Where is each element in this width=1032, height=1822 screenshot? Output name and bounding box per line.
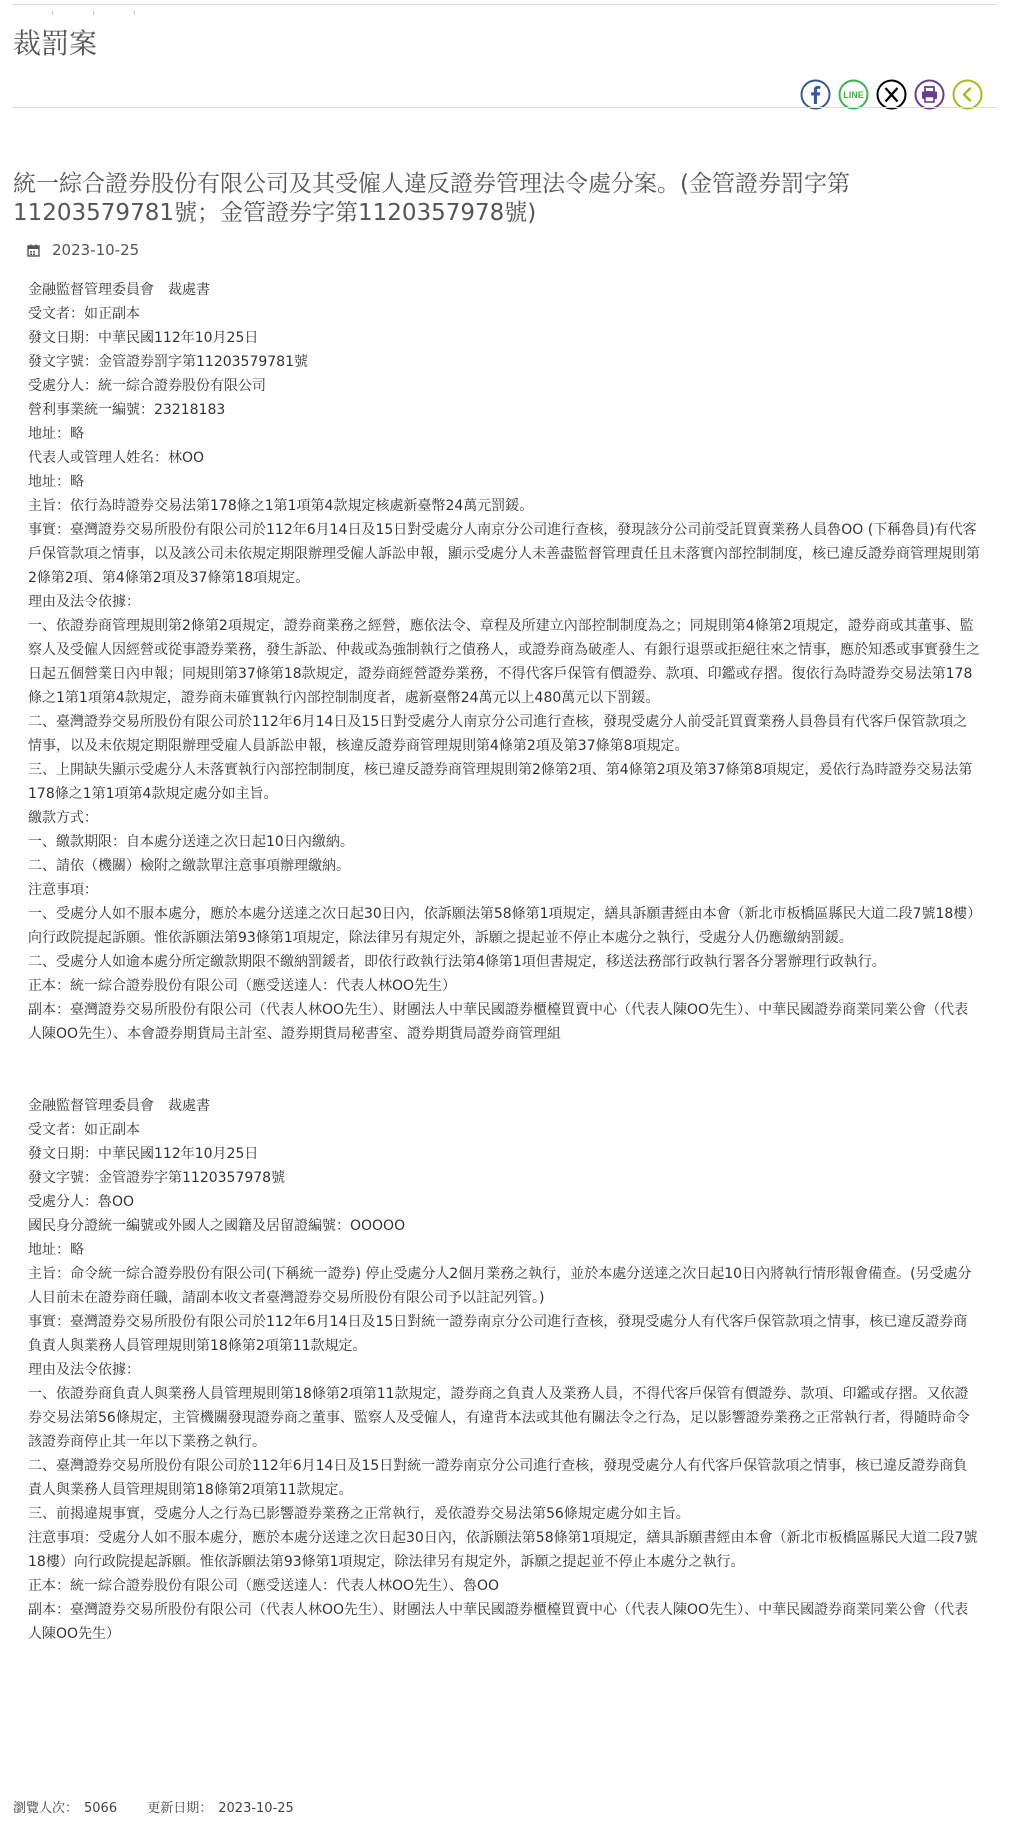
paragraph: 三、上開缺失顯示受處分人未落實執行內部控制制度，核已違反證券商管理規則第2條第2項、第4條第2項及第37條第8項規定，爰依行為時證券交易法第178條之1第1項第4款規定處分如主旨。 xyxy=(28,762,973,802)
document-spacer xyxy=(28,1046,980,1094)
paragraph: 理由及法令依據： xyxy=(28,1362,140,1378)
paragraph: 一、受處分人如不服本處分，應於本處分送達之次日起30日內，依訴願法第58條第1項規定，繕具訴願書經由本會（新北市板橋區縣民大道二段7號18樓）向行政院提起訴願。惟依訴願法第93條第1項規定，除法律另有規定外，訴願之提起並不停止本處分之執行，受處分人仍應繳納罰鍰。 xyxy=(28,906,975,946)
paragraph: 注意事項： xyxy=(28,882,98,898)
ruling-document-1 xyxy=(28,278,980,1046)
page-footer xyxy=(13,1797,320,1816)
paragraph: 受文者：如正副本 xyxy=(28,1122,140,1138)
paragraph: 受處分人：魯OO xyxy=(28,1194,135,1210)
paragraph: 正本：統一綜合證券股份有限公司（應受送達人：代表人林OO先生）、魯OO xyxy=(28,1578,500,1594)
title-divider xyxy=(12,107,997,108)
view-count-value: 5066 xyxy=(84,1801,118,1816)
paragraph: 地址：略 xyxy=(28,474,84,490)
line-icon-label: LINE xyxy=(843,90,864,100)
paragraph: 注意事項：受處分人如不服本處分，應於本處分送達之次日起30日內，依訴願法第58條第1項規定，繕具訴願書經由本會（新北市板橋區縣民大道二段7號18樓）向行政院提起訴願。惟依訴願法第93條第1項規定，除法律另有規定外，訴願之提起並不停止本處分之執行。 xyxy=(28,1530,978,1570)
paragraph: 副本：臺灣證券交易所股份有限公司（代表人林OO先生）、財團法人中華民國證券櫃檯買賣中心（代表人陳OO先生）、中華民國證券商業同業公會（代表人陳OO先生）、本會證券期貨局主計室、證券期貨局秘書室、證券期貨局證券商管理組 xyxy=(28,1002,969,1042)
x-icon xyxy=(876,79,907,110)
x-share-button[interactable] xyxy=(876,79,907,110)
view-count xyxy=(13,1801,117,1816)
paragraph: 一、依證券商管理規則第2條第2項規定，證券商業務之經營，應依法令、章程及所建立內部控制制度為之；同規則第4條第2項規定，證券商或其董事、監察人及受僱人因經營或從事證券業務，發生訴訟、仲裁或為強制執行之債務人，或證券商為破產人、有銀行退票或拒絕往來之情事，應於知悉或事實發生之日起五個營業日內申報；同規則第37條第18款規定，證券商經營證券業務，不得代客戶保管有價證券、款項、印鑑或存摺。復依行為時證券交易法第178條之1第1項第4款規定，證券商未確實執行內部控制制度者，處新臺幣24萬元以上480萬元以下罰鍰。 xyxy=(28,618,980,706)
print-button[interactable] xyxy=(914,79,945,110)
back-icon xyxy=(952,79,983,110)
view-count-label: 瀏覽人次： xyxy=(13,1801,79,1816)
paragraph: 金融監督管理委員會 裁處書 xyxy=(28,282,210,298)
paragraph: 地址：略 xyxy=(28,1242,84,1258)
top-tab-strip xyxy=(12,0,997,5)
paragraph: 二、臺灣證券交易所股份有限公司於112年6月14日及15日對統一證券南京分公司進行查核，發現受處分人有代客戶保管款項之情事，核已違反證券商負責人與業務人員管理規則第18條第2項第11款規定。 xyxy=(28,1458,968,1498)
paragraph: 地址：略 xyxy=(28,426,84,442)
article-body xyxy=(28,278,980,1646)
article-title: 統一綜合證券股份有限公司及其受僱人違反證券管理法令處分案。(金管證券罰字第11203579781號；金管證券字第1120357978號) xyxy=(13,171,850,226)
print-icon xyxy=(914,79,945,110)
paragraph: 事實：臺灣證券交易所股份有限公司於112年6月14日及15日對統一證券南京分公司進行查核，發現受處分人有代客戶保管款項之情事，核已違反證券商負責人與業務人員管理規則第18條第2項第11款規定。 xyxy=(28,1314,968,1354)
paragraph: 發文日期：中華民國112年10月25日 xyxy=(28,330,259,346)
paragraph: 受文者：如正副本 xyxy=(28,306,140,322)
paragraph: 金融監督管理委員會 裁處書 xyxy=(28,1098,210,1114)
paragraph: 國民身分證統一編號或外國人之國籍及居留證編號：OOOOO xyxy=(28,1218,406,1234)
calendar-icon xyxy=(27,244,40,257)
paragraph: 副本：臺灣證券交易所股份有限公司（代表人林OO先生）、財團法人中華民國證券櫃檯買賣中心（代表人陳OO先生）、中華民國證券商業同業公會（代表人陳OO先生） xyxy=(28,1602,969,1642)
paragraph: 發文字號：金管證券罰字第11203579781號 xyxy=(28,354,308,370)
paragraph: 正本：統一綜合證券股份有限公司（應受送達人：代表人林OO先生） xyxy=(28,978,457,994)
line-share-button[interactable] xyxy=(838,79,869,110)
paragraph: 一、依證券商負責人與業務人員管理規則第18條第2項第11款規定，證券商之負責人及業務人員，不得代客戶保管有價證券、款項、印鑑或存摺。又依證券交易法第56條規定，主管機關發現證券商之董事、監察人及受僱人，有違背本法或其他有關法令之行為，足以影響證券業務之正常執行者，得隨時命令該證券商停止其一年以下業務之執行。 xyxy=(28,1386,970,1450)
paragraph: 發文日期：中華民國112年10月25日 xyxy=(28,1146,259,1162)
paragraph: 二、請依（機關）檢附之繳款單注意事項辦理繳納。 xyxy=(28,858,350,874)
share-toolbar xyxy=(800,79,983,110)
paragraph: 一、繳款期限：自本處分送達之次日起10日內繳納。 xyxy=(28,834,354,850)
paragraph: 理由及法令依據： xyxy=(28,594,140,610)
paragraph: 繳款方式： xyxy=(28,810,98,826)
facebook-share-button[interactable] xyxy=(800,79,831,110)
paragraph: 主旨：命令統一綜合證券股份有限公司(下稱統一證券) 停止受處分人2個月業務之執行，並於本處分送達之次日起10日內將執行情形報會備查。(另受處分人目前未在證券商任職，請副本收文者臺灣證券交易所股份有限公司予以註記列管。) xyxy=(28,1266,972,1306)
paragraph: 發文字號：金管證券字第1120357978號 xyxy=(28,1170,286,1186)
updated-date-value: 2023-10-25 xyxy=(218,1801,294,1816)
paragraph: 受處分人：統一綜合證券股份有限公司 xyxy=(28,378,266,394)
paragraph: 營利事業統一編號：23218183 xyxy=(28,402,226,418)
updated-date xyxy=(147,1801,294,1816)
ruling-document-2 xyxy=(28,1094,980,1646)
paragraph: 代表人或管理人姓名：林OO xyxy=(28,450,205,466)
paragraph: 三、前揭違規事實，受處分人之行為已影響證券業務之正常執行，爰依證券交易法第56條規定處分如主旨。 xyxy=(28,1506,690,1522)
page-title: 裁罰案 xyxy=(13,27,98,60)
paragraph: 二、臺灣證券交易所股份有限公司於112年6月14日及15日對受處分人南京分公司進行查核，發現受處分人前受託買賣業務人員魯員有代客戶保管款項之情事，以及未依規定期限辦理受雇人員訴訟申報，核違反證券商管理規則第4條第2項及第37條第8項規定。 xyxy=(28,714,968,754)
facebook-icon xyxy=(800,79,831,110)
paragraph: 二、受處分人如逾本處分所定繳款期限不繳納罰鍰者，即依行政執行法第4條第1項但書規定，移送法務部行政執行署各分署辦理行政執行。 xyxy=(28,954,886,970)
paragraph: 事實：臺灣證券交易所股份有限公司於112年6月14日及15日對受處分人南京分公司進行查核，發現該分公司前受託買賣業務人員魯OO (下稱魯員)有代客戶保管款項之情事，以及該公司未依規定期限辦理受僱人訴訟申報，顯示受處分人未善盡監督管理責任且未落實內部控制制度，核已違反證券商管理規則第2條第2項、第4條第2項及37條第18項規定。 xyxy=(28,522,980,586)
paragraph: 主旨：依行為時證券交易法第178條之1第1項第4款規定核處新臺幣24萬元罰鍰。 xyxy=(28,498,534,514)
line-icon xyxy=(838,79,869,110)
publish-date-row xyxy=(27,241,139,259)
publish-date: 2023-10-25 xyxy=(52,241,140,259)
back-button[interactable] xyxy=(952,79,983,110)
updated-date-label: 更新日期： xyxy=(147,1801,213,1816)
